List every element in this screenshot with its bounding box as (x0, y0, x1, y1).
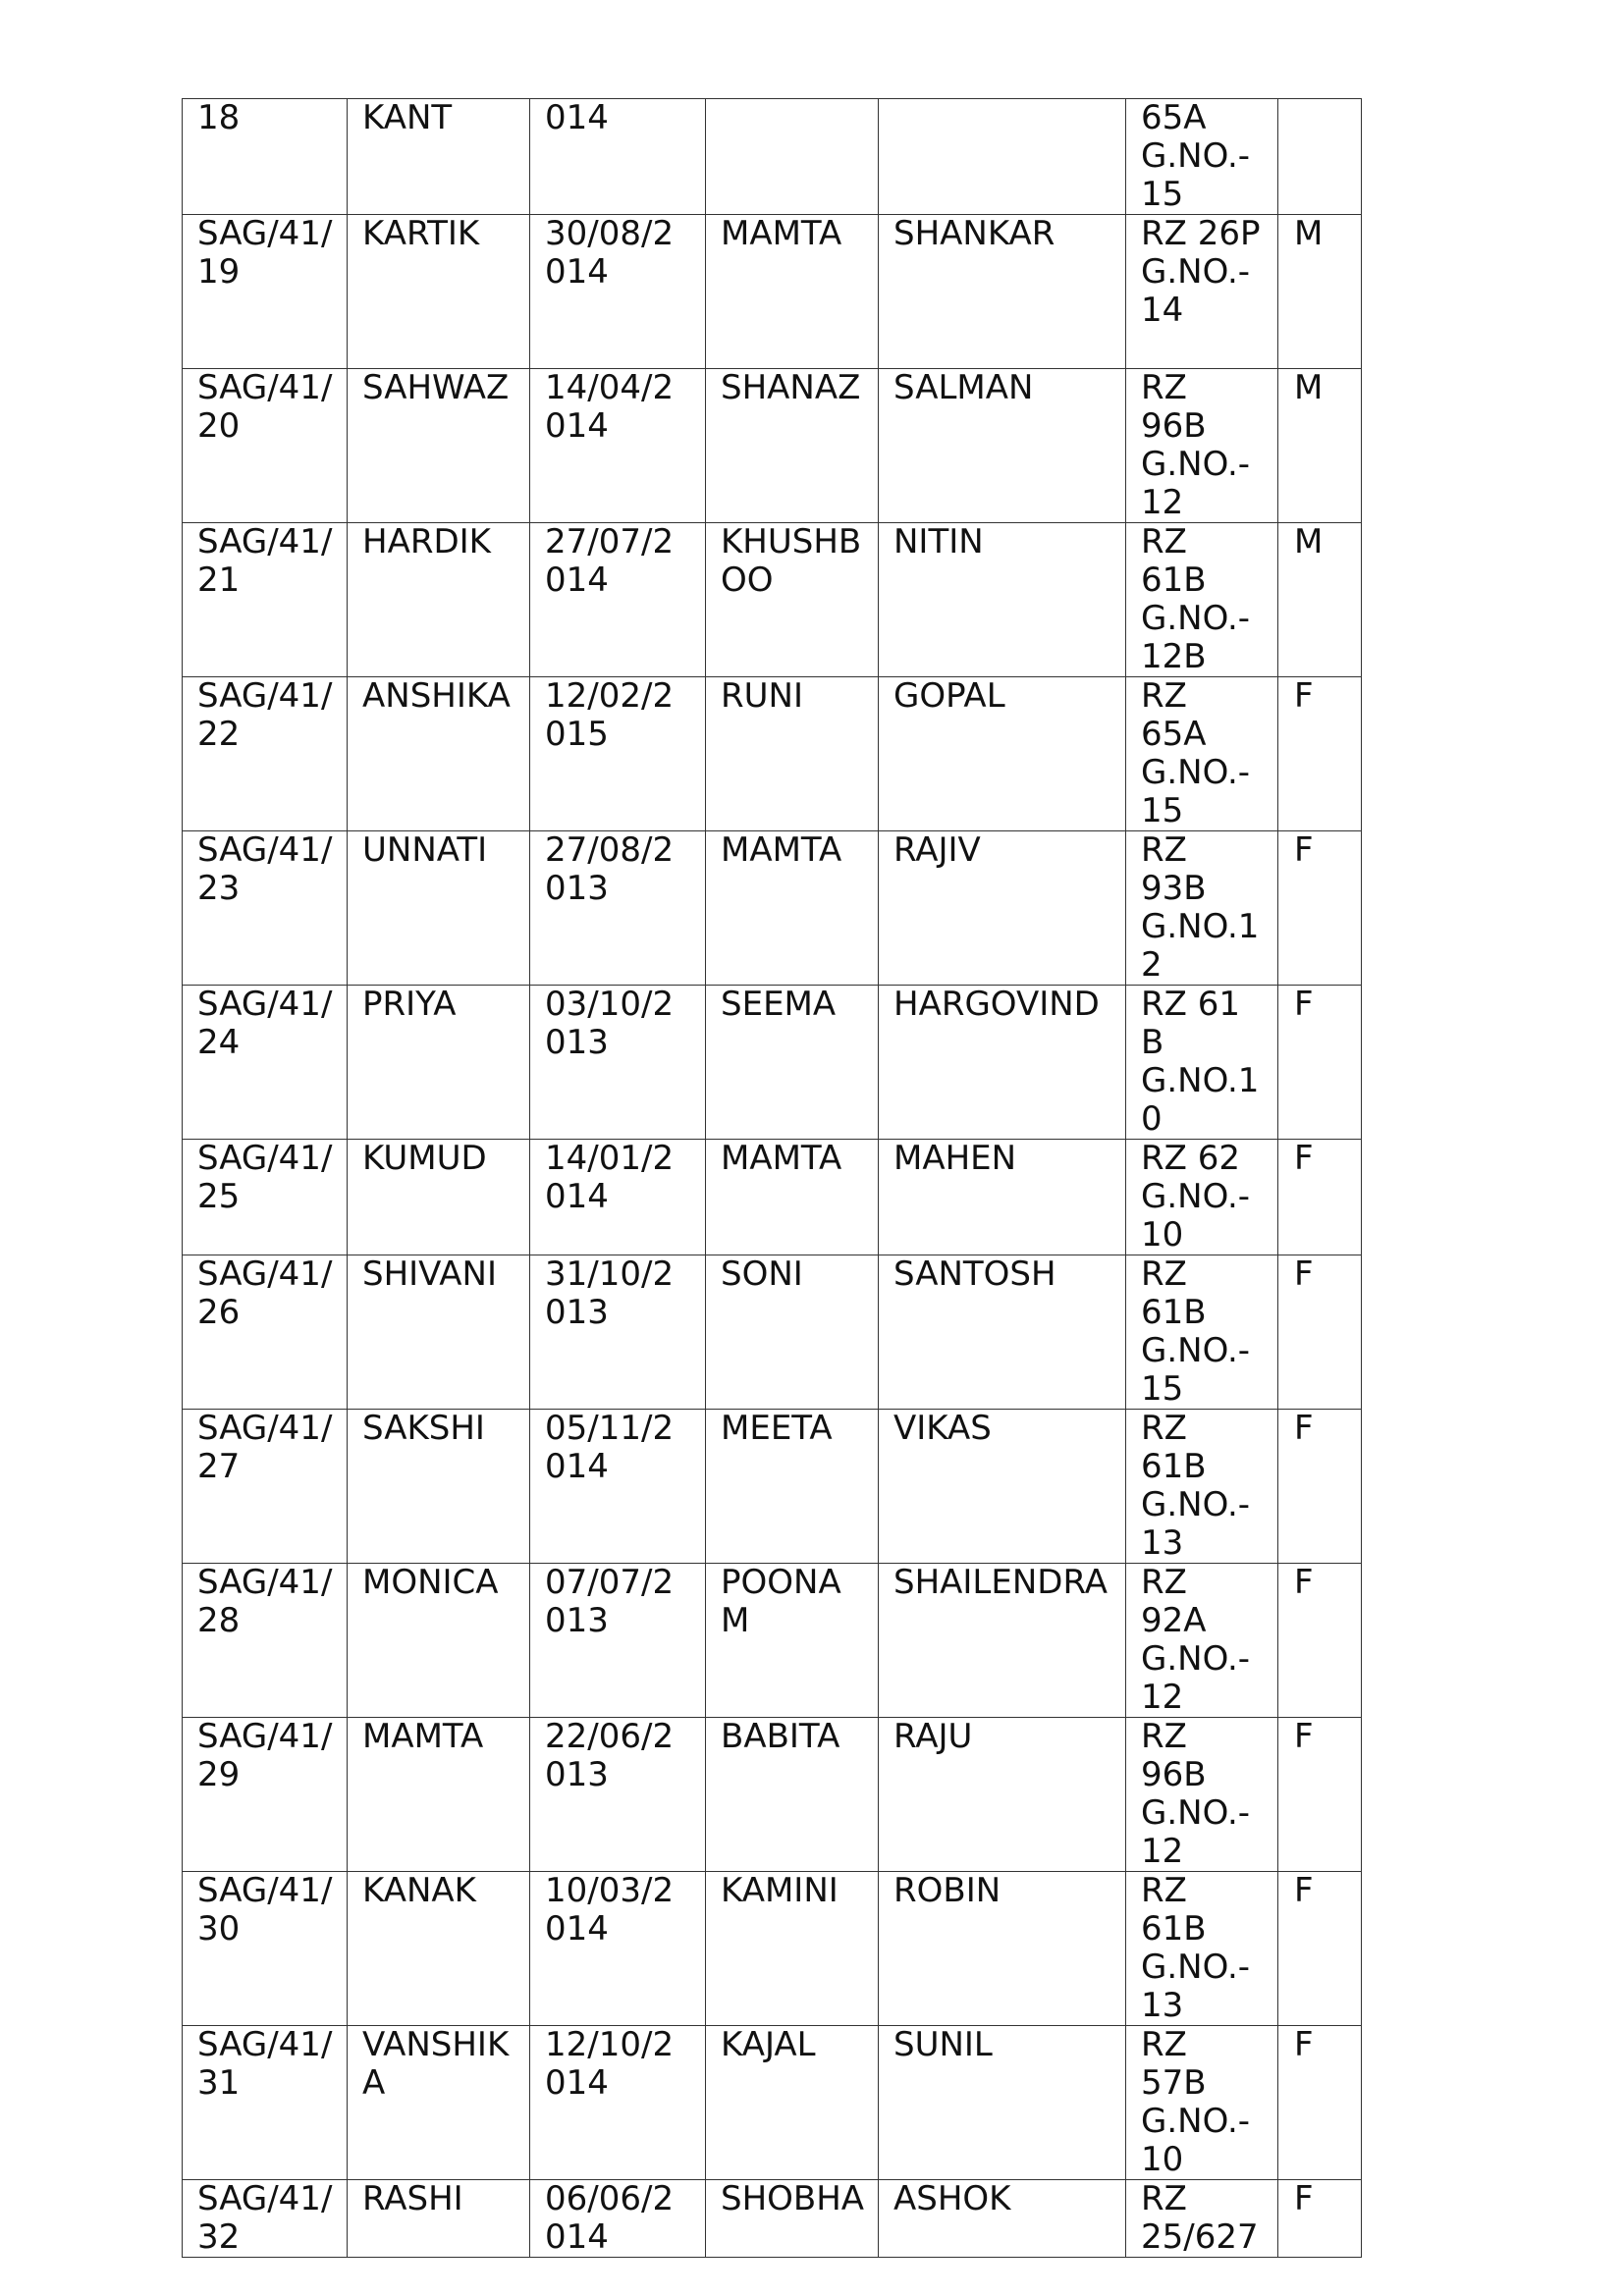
cell-text: HARDIK (362, 522, 491, 561)
cell-text: B (1141, 1023, 1164, 1062)
admission-no-cell (183, 523, 348, 677)
cell-text: SAG/41/ (197, 368, 333, 407)
cell-text: 14 (1141, 291, 1184, 330)
cell-text: RZ (1141, 1717, 1187, 1756)
admission-no-cell (183, 215, 348, 369)
father-name-cell (879, 215, 1126, 369)
cell-text: SEEMA (721, 985, 837, 1024)
cell-text: 61B (1141, 561, 1207, 600)
admission-no-cell (183, 677, 348, 831)
cell-text: SHANAZ (721, 368, 861, 407)
cell-text: 014 (545, 1909, 609, 1949)
cell-text: SAG/41/ (197, 1717, 333, 1756)
cell-text: KHUSHB (721, 522, 862, 561)
cell-text: 013 (545, 1755, 609, 1794)
cell-text: 25 (197, 1177, 241, 1216)
table-row (183, 99, 1362, 215)
address-cell (1126, 2026, 1278, 2180)
mother-name-cell (706, 1410, 879, 1564)
table-row (183, 2026, 1362, 2180)
table-row (183, 2180, 1362, 2258)
cell-text: 014 (545, 561, 609, 600)
dob-cell (530, 523, 706, 677)
cell-text: 10/03/2 (545, 1871, 675, 1910)
dob-cell (530, 369, 706, 523)
cell-text: 12/10/2 (545, 2025, 675, 2064)
cell-text: RZ (1141, 676, 1187, 716)
cell-text: SAG/41/ (197, 830, 333, 870)
student-name-cell (348, 2026, 530, 2180)
dob-cell (530, 1410, 706, 1564)
table-row (183, 677, 1362, 831)
mother-name-cell (706, 1255, 879, 1410)
cell-text: 23 (197, 869, 241, 908)
cell-text: 65A (1141, 715, 1207, 754)
cell-text: RAJIV (893, 830, 981, 870)
table-row (183, 1872, 1362, 2026)
cell-text: 0 (1141, 1099, 1163, 1139)
cell-text: KAJAL (721, 2025, 816, 2064)
cell-text: ANSHIKA (362, 676, 511, 716)
address-cell (1126, 1140, 1278, 1255)
cell-text: 18 (197, 98, 241, 137)
cell-text: 65A (1141, 98, 1207, 137)
cell-text: 61B (1141, 1293, 1207, 1332)
cell-text: 27 (197, 1447, 241, 1486)
cell-text: 10 (1141, 2140, 1184, 2179)
cell-text: 014 (545, 2217, 609, 2257)
cell-text: 13 (1141, 1523, 1184, 1563)
cell-text: F (1294, 676, 1314, 716)
gender-cell (1278, 1410, 1362, 1564)
address-cell (1126, 677, 1278, 831)
mother-name-cell (706, 1140, 879, 1255)
cell-text: 2 (1141, 945, 1163, 985)
cell-text: 13 (1141, 1986, 1184, 2025)
cell-text: RZ 26P (1141, 214, 1261, 253)
cell-text: 22 (197, 715, 241, 754)
mother-name-cell (706, 2180, 879, 2258)
dob-cell (530, 99, 706, 215)
cell-text: 013 (545, 1023, 609, 1062)
dob-cell (530, 986, 706, 1140)
gender-cell (1278, 986, 1362, 1140)
cell-text: 31/10/2 (545, 1255, 675, 1294)
cell-text: M (1294, 214, 1324, 253)
cell-text: 12 (1141, 483, 1184, 522)
cell-text: MAMTA (721, 1139, 842, 1178)
mother-name-cell (706, 2026, 879, 2180)
cell-text: GOPAL (893, 676, 1005, 716)
address-cell (1126, 99, 1278, 215)
student-name-cell (348, 1872, 530, 2026)
address-cell (1126, 369, 1278, 523)
gender-cell (1278, 1872, 1362, 2026)
cell-text: OO (721, 561, 774, 600)
cell-text: SAG/41/ (197, 1409, 333, 1448)
dob-cell (530, 1718, 706, 1872)
table-row (183, 523, 1362, 677)
cell-text: F (1294, 830, 1314, 870)
admission-no-cell (183, 1564, 348, 1718)
cell-text: SAG/41/ (197, 2025, 333, 2064)
cell-text: F (1294, 1871, 1314, 1910)
cell-text: G.NO.- (1141, 753, 1251, 792)
father-name-cell (879, 369, 1126, 523)
admission-no-cell (183, 1255, 348, 1410)
cell-text: BABITA (721, 1717, 840, 1756)
cell-text: G.NO.1 (1141, 1061, 1260, 1100)
cell-text: 05/11/2 (545, 1409, 675, 1448)
cell-text: SHANKAR (893, 214, 1055, 253)
student-name-cell (348, 2180, 530, 2258)
cell-text: 27/08/2 (545, 830, 675, 870)
cell-text: SALMAN (893, 368, 1034, 407)
cell-text: 013 (545, 1293, 609, 1332)
cell-text: F (1294, 2179, 1314, 2218)
admission-no-cell (183, 1410, 348, 1564)
cell-text: 96B (1141, 1755, 1207, 1794)
student-name-cell (348, 99, 530, 215)
student-table (182, 98, 1362, 2258)
cell-text: 30/08/2 (545, 214, 675, 253)
cell-text: 29 (197, 1755, 241, 1794)
cell-text: UNNATI (362, 830, 488, 870)
cell-text: RASHI (362, 2179, 463, 2218)
cell-text: G.NO.1 (1141, 907, 1260, 946)
cell-text: 12 (1141, 1832, 1184, 1871)
cell-text: MEETA (721, 1409, 833, 1448)
cell-text: 15 (1141, 791, 1184, 830)
cell-text: 57B (1141, 2063, 1207, 2103)
student-name-cell (348, 1410, 530, 1564)
admission-no-cell (183, 369, 348, 523)
cell-text: SAG/41/ (197, 1255, 333, 1294)
cell-text: 61B (1141, 1447, 1207, 1486)
cell-text: 25/627 (1141, 2217, 1259, 2257)
gender-cell (1278, 1255, 1362, 1410)
cell-text: MAMTA (362, 1717, 484, 1756)
cell-text: SUNIL (893, 2025, 993, 2064)
dob-cell (530, 215, 706, 369)
cell-text: G.NO.- (1141, 1639, 1251, 1679)
cell-text: 24 (197, 1023, 241, 1062)
cell-text: G.NO.- (1141, 1793, 1251, 1833)
admission-no-cell (183, 1718, 348, 1872)
cell-text: 92A (1141, 1601, 1207, 1640)
cell-text: 15 (1141, 1369, 1184, 1409)
cell-text: RZ (1141, 1871, 1187, 1910)
cell-text: 26 (197, 1293, 241, 1332)
cell-text: 28 (197, 1601, 241, 1640)
cell-text: G.NO.- (1141, 2102, 1251, 2141)
cell-text: 32 (197, 2217, 241, 2257)
mother-name-cell (706, 1718, 879, 1872)
cell-text: SAG/41/ (197, 1563, 333, 1602)
mother-name-cell (706, 1872, 879, 2026)
cell-text: SANTOSH (893, 1255, 1056, 1294)
cell-text: G.NO.- (1141, 252, 1251, 292)
address-cell (1126, 2180, 1278, 2258)
father-name-cell (879, 1564, 1126, 1718)
mother-name-cell (706, 215, 879, 369)
father-name-cell (879, 523, 1126, 677)
cell-text: RZ (1141, 368, 1187, 407)
mother-name-cell (706, 1564, 879, 1718)
address-cell (1126, 1718, 1278, 1872)
cell-text: 61B (1141, 1909, 1207, 1949)
cell-text: SAKSHI (362, 1409, 485, 1448)
father-name-cell (879, 1872, 1126, 2026)
cell-text: RZ 62 (1141, 1139, 1240, 1178)
student-name-cell (348, 369, 530, 523)
cell-text: 12B (1141, 637, 1207, 676)
cell-text: A (362, 2063, 386, 2103)
cell-text: F (1294, 1409, 1314, 1448)
cell-text: RZ (1141, 522, 1187, 561)
cell-text: G.NO.- (1141, 1948, 1251, 1987)
cell-text: RZ (1141, 2025, 1187, 2064)
gender-cell (1278, 1564, 1362, 1718)
mother-name-cell (706, 831, 879, 986)
cell-text: G.NO.- (1141, 445, 1251, 484)
cell-text: 014 (545, 1447, 609, 1486)
cell-text: RAJU (893, 1717, 973, 1756)
cell-text: SAG/41/ (197, 2179, 333, 2218)
cell-text: 014 (545, 1177, 609, 1216)
cell-text: 21 (197, 561, 241, 600)
gender-cell (1278, 831, 1362, 986)
cell-text: 03/10/2 (545, 985, 675, 1024)
dob-cell (530, 2026, 706, 2180)
cell-text: RZ (1141, 2179, 1187, 2218)
student-name-cell (348, 1718, 530, 1872)
cell-text: 06/06/2 (545, 2179, 675, 2218)
cell-text: F (1294, 1717, 1314, 1756)
cell-text: ASHOK (893, 2179, 1011, 2218)
gender-cell (1278, 215, 1362, 369)
mother-name-cell (706, 523, 879, 677)
cell-text: MAHEN (893, 1139, 1017, 1178)
cell-text: NITIN (893, 522, 984, 561)
father-name-cell (879, 1718, 1126, 1872)
address-cell (1126, 215, 1278, 369)
table-row (183, 1410, 1362, 1564)
cell-text: 14/04/2 (545, 368, 675, 407)
dob-cell (530, 1140, 706, 1255)
cell-text: VANSHIK (362, 2025, 510, 2064)
cell-text: SAG/41/ (197, 985, 333, 1024)
table-row (183, 1564, 1362, 1718)
student-name-cell (348, 523, 530, 677)
cell-text: MONICA (362, 1563, 499, 1602)
father-name-cell (879, 2026, 1126, 2180)
cell-text: 015 (545, 715, 609, 754)
cell-text: 013 (545, 1601, 609, 1640)
table-row (183, 831, 1362, 986)
cell-text: 22/06/2 (545, 1717, 675, 1756)
address-cell (1126, 1872, 1278, 2026)
cell-text: G.NO.- (1141, 1177, 1251, 1216)
cell-text: VIKAS (893, 1409, 992, 1448)
table-row (183, 215, 1362, 369)
cell-text: RZ (1141, 1563, 1187, 1602)
admission-no-cell (183, 99, 348, 215)
cell-text: RZ 61 (1141, 985, 1240, 1024)
table-row (183, 369, 1362, 523)
cell-text: POONA (721, 1563, 841, 1602)
address-cell (1126, 523, 1278, 677)
student-name-cell (348, 215, 530, 369)
cell-text: 93B (1141, 869, 1207, 908)
cell-text: 07/07/2 (545, 1563, 675, 1602)
cell-text: KUMUD (362, 1139, 487, 1178)
cell-text: 30 (197, 1909, 241, 1949)
cell-text: G.NO.- (1141, 599, 1251, 638)
dob-cell (530, 1564, 706, 1718)
cell-text: RUNI (721, 676, 803, 716)
cell-text: 96B (1141, 406, 1207, 446)
admission-no-cell (183, 986, 348, 1140)
table-body (183, 99, 1362, 2258)
cell-text: 014 (545, 406, 609, 446)
cell-text: 10 (1141, 1215, 1184, 1255)
cell-text: F (1294, 1139, 1314, 1178)
address-cell (1126, 831, 1278, 986)
cell-text: 31 (197, 2063, 241, 2103)
admission-no-cell (183, 831, 348, 986)
father-name-cell (879, 986, 1126, 1140)
admission-no-cell (183, 1140, 348, 1255)
cell-text: 014 (545, 98, 609, 137)
student-name-cell (348, 986, 530, 1140)
cell-text: RZ (1141, 1409, 1187, 1448)
cell-text: SAG/41/ (197, 1871, 333, 1910)
cell-text: KAMINI (721, 1871, 839, 1910)
dob-cell (530, 677, 706, 831)
cell-text: SHIVANI (362, 1255, 497, 1294)
gender-cell (1278, 2180, 1362, 2258)
father-name-cell (879, 1410, 1126, 1564)
cell-text: PRIYA (362, 985, 457, 1024)
cell-text: M (1294, 368, 1324, 407)
gender-cell (1278, 677, 1362, 831)
cell-text: 19 (197, 252, 241, 292)
cell-text: 27/07/2 (545, 522, 675, 561)
cell-text: F (1294, 985, 1314, 1024)
dob-cell (530, 1255, 706, 1410)
mother-name-cell (706, 986, 879, 1140)
cell-text: 014 (545, 2063, 609, 2103)
gender-cell (1278, 99, 1362, 215)
cell-text: G.NO.- (1141, 1331, 1251, 1370)
cell-text: M (1294, 522, 1324, 561)
cell-text: F (1294, 1255, 1314, 1294)
cell-text: KARTIK (362, 214, 480, 253)
address-cell (1126, 1410, 1278, 1564)
cell-text: SAHWAZ (362, 368, 510, 407)
student-name-cell (348, 1564, 530, 1718)
cell-text: SAG/41/ (197, 1139, 333, 1178)
cell-text: G.NO.- (1141, 136, 1251, 176)
table-row (183, 1718, 1362, 1872)
gender-cell (1278, 369, 1362, 523)
cell-text: F (1294, 1563, 1314, 1602)
cell-text: 013 (545, 869, 609, 908)
dob-cell (530, 2180, 706, 2258)
cell-text: 12/02/2 (545, 676, 675, 716)
cell-text: SAG/41/ (197, 522, 333, 561)
cell-text: MAMTA (721, 830, 842, 870)
address-cell (1126, 1564, 1278, 1718)
student-name-cell (348, 831, 530, 986)
cell-text: HARGOVIND (893, 985, 1100, 1024)
father-name-cell (879, 99, 1126, 215)
cell-text: G.NO.- (1141, 1485, 1251, 1524)
table-row (183, 1140, 1362, 1255)
admission-no-cell (183, 2026, 348, 2180)
cell-text: SAG/41/ (197, 676, 333, 716)
cell-text: 014 (545, 252, 609, 292)
cell-text: 12 (1141, 1678, 1184, 1717)
gender-cell (1278, 2026, 1362, 2180)
cell-text: 20 (197, 406, 241, 446)
admission-no-cell (183, 2180, 348, 2258)
dob-cell (530, 831, 706, 986)
cell-text: SONI (721, 1255, 803, 1294)
cell-text: KANAK (362, 1871, 476, 1910)
gender-cell (1278, 1140, 1362, 1255)
cell-text: SHOBHA (721, 2179, 865, 2218)
address-cell (1126, 986, 1278, 1140)
student-name-cell (348, 1140, 530, 1255)
cell-text: ROBIN (893, 1871, 1001, 1910)
cell-text: M (721, 1601, 750, 1640)
address-cell (1126, 1255, 1278, 1410)
cell-text: 14/01/2 (545, 1139, 675, 1178)
mother-name-cell (706, 677, 879, 831)
gender-cell (1278, 523, 1362, 677)
cell-text: KANT (362, 98, 453, 137)
student-name-cell (348, 1255, 530, 1410)
table-row (183, 1255, 1362, 1410)
cell-text: F (1294, 2025, 1314, 2064)
cell-text: RZ (1141, 830, 1187, 870)
father-name-cell (879, 677, 1126, 831)
gender-cell (1278, 1718, 1362, 1872)
father-name-cell (879, 2180, 1126, 2258)
cell-text: MAMTA (721, 214, 842, 253)
mother-name-cell (706, 99, 879, 215)
cell-text: SAG/41/ (197, 214, 333, 253)
cell-text: 15 (1141, 175, 1184, 214)
father-name-cell (879, 1140, 1126, 1255)
father-name-cell (879, 831, 1126, 986)
cell-text: SHAILENDRA (893, 1563, 1108, 1602)
student-name-cell (348, 677, 530, 831)
father-name-cell (879, 1255, 1126, 1410)
dob-cell (530, 1872, 706, 2026)
mother-name-cell (706, 369, 879, 523)
admission-no-cell (183, 1872, 348, 2026)
table-row (183, 986, 1362, 1140)
cell-text: RZ (1141, 1255, 1187, 1294)
